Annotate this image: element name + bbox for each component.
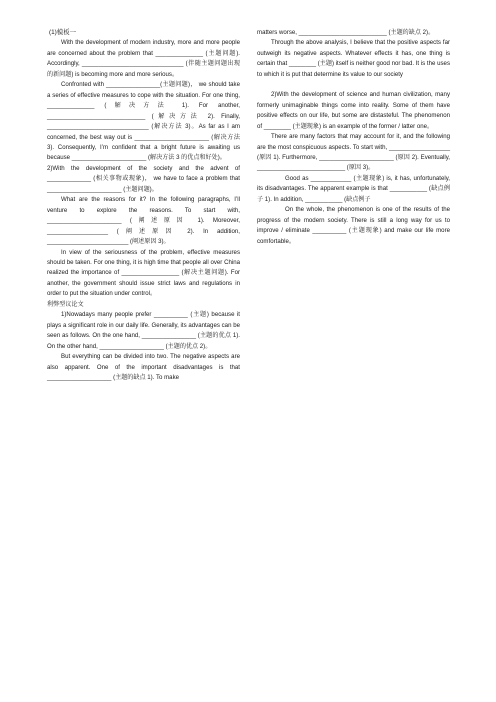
- paragraph-reasons: What are the reasons for it? In the following paragraphs, I’ll venture to explore the reasons. To start with, ______________________ (阐述原因 1). Moreover, __________________ (阐述原因 2). In addition, ________________________ (阐述原因 3)。: [47, 196, 242, 246]
- paragraph-phenomenon: 2)With the development of science and human civilization, many formerly unimaginable things come into reality. Some of them have positive effects on our life, but some are distasteful. The phenomenon of ________ (主题现象) is an example of the former / latter one。: [257, 91, 452, 130]
- paragraph-measures: Confronted with ________________(主题问题)， we should take a series of effective measures to cope with the situation. For one thing, ______________ (解决方法 1). For another, _____________________________ (解决方法 2). Finally, ______________________________ (解决方法 3)。As far as I am concerned, the best way out is ______________________ (解决方法 3). Consequently, I’m confident that a bright future is awaiting us because ______________________ (解决方法 3 的优点和好处)。: [47, 81, 242, 162]
- section-heading-pros-cons: 利弊型议论文: [47, 300, 84, 308]
- paragraph-good-as: Good as ____________ (主题现象) is, it has, unfortunately, its disadvantages. The apparent example is that ___________ (缺点例子 1). In addition, ___________ (缺点例子: [257, 174, 452, 203]
- left-column: [47, 28, 240, 383]
- paragraph-template2-intro: 2)With the development of the society and the advent of _____________ (相关事物或现象)， we have to face a problem that ______________________ (主题问题)。: [47, 164, 242, 193]
- paragraph-advantages: 1)Nowadays many people prefer __________ (主题) because it plays a significant role in our daily life. Generally, its advantages can be seen as follows. On the one hand, ________________ (主题的优点 1). On the other hand, ___________________ (主题的优点 2)。: [47, 311, 242, 350]
- paragraph-disadvantages-cont: matters worse, __________________________ (主题的缺点 2)。: [257, 29, 435, 36]
- template-heading: (1)模板一: [49, 29, 76, 36]
- paragraph-seriousness: In view of the seriousness of the problem, effective measures should be taken. For one thing, it is high time that people all over China realized the importance of _________________ (解决主题问题). For another, the government should issue strict laws and regulations in order to put the situation under control。: [47, 248, 242, 298]
- paragraph-analysis: Through the above analysis, I believe that the positive aspects far outweigh its negative aspects. Whatever effects it has, one thing is certain that ________ (主题) itself is neither good nor bad. It is the uses to which it is put that determine its value to our society: [257, 39, 452, 78]
- paragraph-disadvantages: But everything can be divided into two. The negative aspects are also apparent. One of the important disadvantages is that ___________________ (主题的缺点 1). To make: [47, 353, 242, 381]
- right-column: [257, 28, 450, 247]
- paragraph-conclusion: On the whole, the phenomenon is one of the results of the progress of the modern society. There is still a long way for us to improve / eliminate __________ (主题现象) and make our life more comfortable。: [257, 206, 452, 245]
- paragraph-intro: With the development of modern industry, more and more people are concerned about the problem that ______________ (主题问题). Accordingly, ______________________________ (伴随主题问题出现的新问题) is becoming more and more serious。: [47, 39, 242, 78]
- paragraph-factors: There are many factors that may account for it, and the following are the most conspicuous aspects. To start with, __________________ (原因 1). Furthermore, ______________________ (原因 2). Eventually, __________________________ (原因 3)。: [257, 133, 452, 172]
